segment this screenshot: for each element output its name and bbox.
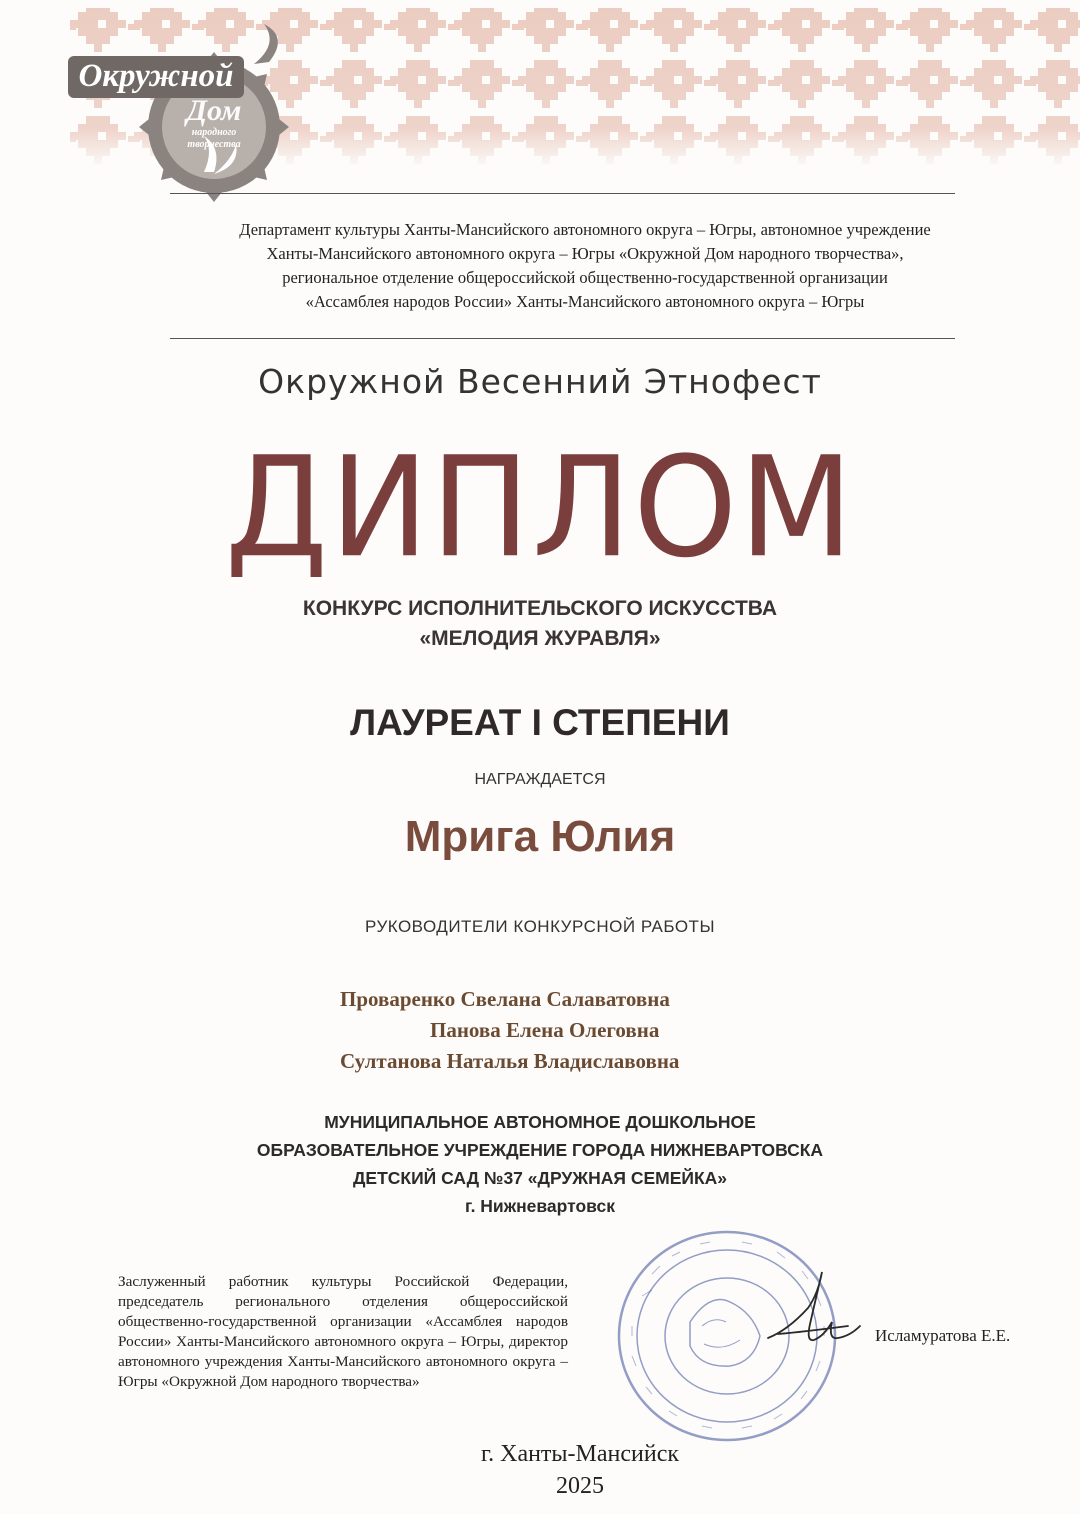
organizers-line: Ханты-Мансийского автономного округа – Югры «Окружной Дом народного творчества», <box>266 244 904 263</box>
leader-name: Проваренко Свелана Салаватовна <box>340 987 670 1011</box>
signatory-position: Заслуженный работник культуры Российской Федерации, председатель регионального отделения общероссийской общественно-государственной организации «Ассамблея народов России» Ханты-Мансийского автономного округа – Югры, директор автономного учреждения Ханты-Мансийского автономного округа – Югры «Окружной Дом народного творчества» <box>118 1273 568 1390</box>
diploma-title: ДИПЛОМ <box>224 427 856 589</box>
logo-line2: Дом <box>186 94 242 127</box>
logo-line1: Окружной <box>78 58 234 94</box>
contest-name <box>0 594 1080 654</box>
institution-line: ДЕТСКИЙ САД №37 «ДРУЖНАЯ СЕМЕЙКА» <box>352 1168 728 1188</box>
awarded-label: НАГРАЖДАЕТСЯ <box>474 771 606 788</box>
leader-name: Султанова Наталья Владиславовна <box>340 1049 680 1073</box>
place-and-year <box>0 1438 1080 1502</box>
year: 2025 <box>556 1473 604 1499</box>
organizers-header <box>120 218 1050 314</box>
laureate-degree: ЛАУРЕАТ I СТЕПЕНИ <box>350 702 730 743</box>
organizers-line: региональное отделение общероссийской общественно-государственной организации <box>282 268 888 287</box>
festival-name: Окружной Весенний Этнофест <box>258 362 822 401</box>
logo-line3: народного <box>191 127 237 138</box>
organizers-line: Департамент культуры Ханты-Мансийского автономного округа – Югры, автономное учреждение <box>239 220 931 239</box>
leaders-label: РУКОВОДИТЕЛИ КОНКУРСНОЙ РАБОТЫ <box>364 917 715 936</box>
signature-icon <box>760 1268 870 1378</box>
header-rule-bottom <box>170 338 955 339</box>
recipient-name: Мрига Юлия <box>404 812 676 861</box>
logo-line4: творчества <box>187 139 241 150</box>
institution-line: ОБРАЗОВАТЕЛЬНОЕ УЧРЕЖДЕНИЕ ГОРОДА НИЖНЕВАРТОВСКА <box>256 1140 824 1160</box>
leader-name: Панова Елена Олеговна <box>430 1018 660 1042</box>
header-rule-top <box>170 193 955 194</box>
logo <box>64 22 314 202</box>
place: г. Ханты-Мансийск <box>480 1441 680 1467</box>
institution-city: г. Нижневартовск <box>465 1196 615 1216</box>
institution-line: МУНИЦИПАЛЬНОЕ АВТОНОМНОЕ ДОШКОЛЬНОЕ <box>324 1112 756 1132</box>
contest-line: КОНКУРС ИСПОЛНИТЕЛЬСКОГО ИСКУССТВА <box>302 597 778 620</box>
leaders-list <box>0 984 1080 1077</box>
organizers-line: «Ассамблея народов России» Ханты-Мансийского автономного округа – Югры <box>305 292 865 311</box>
contest-line: «МЕЛОДИЯ ЖУРАВЛЯ» <box>419 627 661 650</box>
signatory-name: Исламуратова Е.Е. <box>875 1326 1011 1345</box>
institution-block <box>0 1108 1080 1220</box>
